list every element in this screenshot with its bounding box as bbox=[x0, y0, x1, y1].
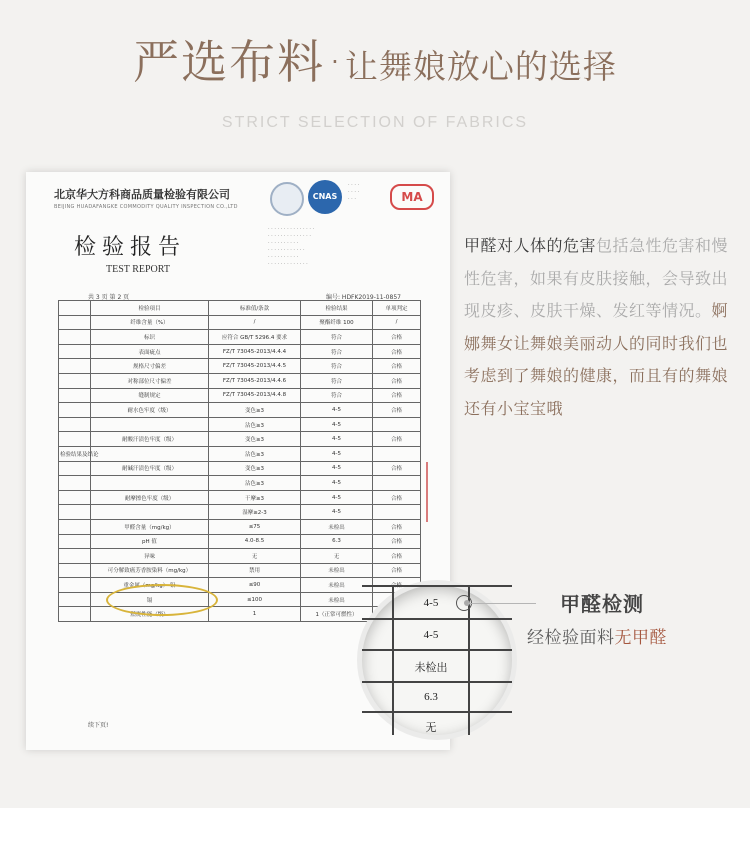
table-cell: pH 值 bbox=[91, 534, 209, 549]
table-cell bbox=[59, 461, 91, 476]
callout-sub-prefix: 经检验面料 bbox=[527, 628, 615, 648]
table-cell bbox=[59, 519, 91, 534]
title-main: 严选布料 bbox=[133, 35, 326, 89]
table-cell bbox=[59, 432, 91, 447]
table-cell: 合格 bbox=[373, 344, 421, 359]
cma-logo-icon: MA bbox=[390, 184, 434, 210]
table-cell: 沾色≥3 bbox=[209, 417, 301, 432]
report-number: 编号: HDFK2019-11-0857 bbox=[326, 294, 401, 301]
table-cell: 符合 bbox=[301, 344, 373, 359]
table-cell: 未检出 bbox=[301, 563, 373, 578]
title-sub: 让舞娘放心的选择 bbox=[344, 47, 617, 86]
table-cell: 检验结果及结论 bbox=[59, 446, 91, 461]
table-cell: 4-5 bbox=[301, 432, 373, 447]
table-cell bbox=[59, 578, 91, 593]
table-cell bbox=[373, 505, 421, 520]
mag-grid-line bbox=[362, 585, 512, 587]
desc-part2: 包括急性危害和慢性危害，如果有皮肤接触，会导致出现皮疹、皮肤干燥、发红等情况。 bbox=[464, 236, 729, 320]
table-cell: 合格 bbox=[373, 388, 421, 403]
table-cell bbox=[59, 359, 91, 374]
table-row bbox=[59, 549, 421, 564]
table-row bbox=[59, 315, 421, 330]
table-cell bbox=[59, 505, 91, 520]
table-cell: 变色≥3 bbox=[209, 461, 301, 476]
table-cell: 干摩≥3 bbox=[209, 490, 301, 505]
table-cell: 1（正常可燃性） bbox=[301, 607, 373, 622]
table-row bbox=[59, 505, 421, 520]
table-cell: 1 bbox=[209, 607, 301, 622]
table-cell: 镉 bbox=[91, 592, 209, 607]
table-cell: 耐碱汗渍色牢度（级） bbox=[91, 461, 209, 476]
mag-cell: 无 bbox=[425, 722, 437, 734]
mag-cell: 未检出 bbox=[414, 662, 448, 674]
table-cell: 耐水色牢度（级） bbox=[91, 403, 209, 418]
mag-grid-line bbox=[362, 618, 512, 620]
table-cell bbox=[59, 417, 91, 432]
table-row bbox=[59, 490, 421, 505]
table-cell bbox=[59, 330, 91, 345]
table-cell bbox=[91, 417, 209, 432]
table-cell: 缝制规定 bbox=[91, 388, 209, 403]
table-cell bbox=[59, 403, 91, 418]
desc-part3: 婀娜舞女让舞娘美丽动人的同时我们也考虑到了舞娘的健康，而且有的舞娘还有小宝宝哦 bbox=[464, 301, 729, 418]
table-cell: 合格 bbox=[373, 461, 421, 476]
desc-part1: 甲醛对人体的危害 bbox=[464, 236, 597, 255]
table-cell bbox=[373, 446, 421, 461]
table-cell: 异味 bbox=[91, 549, 209, 564]
table-cell: 变色≥3 bbox=[209, 432, 301, 447]
formaldehyde-highlight-oval bbox=[106, 584, 218, 616]
description-text bbox=[464, 230, 736, 425]
table-cell bbox=[59, 315, 91, 330]
table-cell bbox=[59, 490, 91, 505]
table-cell bbox=[373, 476, 421, 491]
table-header-row bbox=[59, 301, 421, 316]
table-cell: 6.3 bbox=[301, 534, 373, 549]
table-cell: 禁用 bbox=[209, 563, 301, 578]
cnas-logo-icon: CNAS bbox=[308, 180, 342, 214]
table-cell bbox=[59, 592, 91, 607]
table-row bbox=[59, 476, 421, 491]
mag-grid-line bbox=[362, 649, 512, 651]
table-cell: 4-5 bbox=[301, 461, 373, 476]
table-row bbox=[59, 373, 421, 388]
callout-sub-accent: 无甲醛 bbox=[614, 628, 667, 648]
table-cell: 4-5 bbox=[301, 403, 373, 418]
table-cell: 变色≥3 bbox=[209, 403, 301, 418]
table-row bbox=[59, 344, 421, 359]
table-cell: 4.0-8.5 bbox=[209, 534, 301, 549]
page-title bbox=[0, 26, 750, 92]
table-cell: ≤90 bbox=[209, 578, 301, 593]
mag-cell: 4-5 bbox=[423, 629, 439, 641]
table-row bbox=[59, 359, 421, 374]
table-cell: 符合 bbox=[301, 330, 373, 345]
table-cell: 4-5 bbox=[301, 476, 373, 491]
table-cell: 纤维含量（%） bbox=[91, 315, 209, 330]
mag-grid-line bbox=[362, 711, 512, 713]
page-info: 共 3 页 第 2 页 bbox=[88, 294, 130, 301]
table-cell: 未检出 bbox=[301, 519, 373, 534]
table-cell: 合格 bbox=[373, 432, 421, 447]
table-cell bbox=[59, 563, 91, 578]
ilac-logo-icon bbox=[270, 182, 304, 216]
table-cell: 合格 bbox=[373, 403, 421, 418]
table-cell: 符合 bbox=[301, 359, 373, 374]
table-cell bbox=[59, 373, 91, 388]
table-row bbox=[59, 446, 421, 461]
table-row bbox=[59, 330, 421, 345]
table-cell bbox=[59, 549, 91, 564]
table-cell: / bbox=[373, 315, 421, 330]
table-cell bbox=[59, 388, 91, 403]
table-header-cell bbox=[59, 301, 91, 316]
table-cell: 甲醛含量（mg/kg） bbox=[91, 519, 209, 534]
table-cell: 表面疵点 bbox=[91, 344, 209, 359]
table-cell: 合格 bbox=[373, 490, 421, 505]
report-title: 检验报告 bbox=[74, 235, 187, 260]
table-cell: 规格尺寸偏差 bbox=[91, 359, 209, 374]
table-cell: 符合 bbox=[301, 388, 373, 403]
table-row bbox=[59, 432, 421, 447]
table-cell: 湿摩≥2-3 bbox=[209, 505, 301, 520]
table-cell: 对称部位尺寸偏差 bbox=[91, 373, 209, 388]
table-cell: 合格 bbox=[373, 563, 421, 578]
table-cell bbox=[59, 344, 91, 359]
table-cell: 沾色≥3 bbox=[209, 476, 301, 491]
pointer-line bbox=[468, 603, 536, 604]
table-header-cell: 检验项目 bbox=[91, 301, 209, 316]
mag-cell: 4-5 bbox=[423, 597, 439, 609]
table-cell: 合格 bbox=[373, 549, 421, 564]
table-cell: 无 bbox=[301, 549, 373, 564]
table-cell: 燃烧性能（级） bbox=[91, 607, 209, 622]
table-cell: 合格 bbox=[373, 534, 421, 549]
callout-subtitle bbox=[527, 623, 667, 648]
table-cell: / bbox=[209, 315, 301, 330]
table-row bbox=[59, 461, 421, 476]
table-cell: 合格 bbox=[373, 359, 421, 374]
red-seal-mark bbox=[426, 462, 448, 522]
table-cell bbox=[91, 476, 209, 491]
table-cell: 未检出 bbox=[301, 592, 373, 607]
table-cell: 聚酯纤维 100 bbox=[301, 315, 373, 330]
table-cell bbox=[59, 534, 91, 549]
accreditation-text: · · · · · · · · · · · bbox=[348, 182, 360, 202]
table-row bbox=[59, 534, 421, 549]
table-cell bbox=[91, 446, 209, 461]
report-title-en: TEST REPORT bbox=[106, 264, 170, 275]
table-cell: 无 bbox=[209, 549, 301, 564]
table-row bbox=[59, 403, 421, 418]
org-address-block: · · · · · · · · · · · · · · · · · · · · · · · · · · · · · · · · · · · · · · · · · · · · · · · · · · · · · · · · · · · · · · · · · · · · · · · · · · bbox=[268, 226, 315, 267]
table-cell: FZ/T 73045-2013/4.4.4 bbox=[209, 344, 301, 359]
org-name: 北京华大方科商品质量检验有限公司 bbox=[54, 188, 230, 201]
table-cell: 标识 bbox=[91, 330, 209, 345]
table-header-cell: 检验结果 bbox=[301, 301, 373, 316]
org-name-en: BEIJING HUADAFANGKE COMMODITY QUALITY INSPECTION CO.,LTD bbox=[54, 204, 238, 210]
table-cell: FZ/T 73045-2013/4.4.6 bbox=[209, 373, 301, 388]
table-cell bbox=[91, 505, 209, 520]
table-cell: 应符合 GB/T 5296.4 要求 bbox=[209, 330, 301, 345]
table-header-cell: 标准值/条款 bbox=[209, 301, 301, 316]
continue-note: 续下页! bbox=[88, 722, 109, 729]
table-row bbox=[59, 388, 421, 403]
table-cell bbox=[59, 476, 91, 491]
table-row bbox=[59, 563, 421, 578]
table-header-cell: 单项判定 bbox=[373, 301, 421, 316]
table-cell: 沾色≥3 bbox=[209, 446, 301, 461]
table-cell: 可分解致癌芳香胺染料（mg/kg） bbox=[91, 563, 209, 578]
table-cell: 合格 bbox=[373, 373, 421, 388]
table-cell: 未检出 bbox=[301, 578, 373, 593]
table-cell: 符合 bbox=[301, 373, 373, 388]
callout-title: 甲醛检测 bbox=[560, 592, 644, 616]
table-cell: 4-5 bbox=[301, 505, 373, 520]
table-cell bbox=[373, 417, 421, 432]
table-cell: ≤75 bbox=[209, 519, 301, 534]
table-cell: 合格 bbox=[373, 330, 421, 345]
mag-grid-line bbox=[362, 681, 512, 683]
table-cell: 4-5 bbox=[301, 490, 373, 505]
page-subtitle: STRICT SELECTION OF FABRICS bbox=[221, 114, 529, 131]
table-cell: 合格 bbox=[373, 519, 421, 534]
table-cell: 重金属（mg/kg） 铅 bbox=[91, 578, 209, 593]
table-cell: FZ/T 73045-2013/4.4.8 bbox=[209, 388, 301, 403]
mag-cell: 6.3 bbox=[424, 691, 438, 703]
magnifier-lens bbox=[362, 585, 512, 735]
table-cell: ≤100 bbox=[209, 592, 301, 607]
table-cell: 耐摩擦色牢度（级） bbox=[91, 490, 209, 505]
bottom-strip bbox=[0, 808, 750, 844]
title-separator: · bbox=[331, 48, 339, 76]
table-row bbox=[59, 519, 421, 534]
table-row bbox=[59, 417, 421, 432]
table-cell: 耐酸汗渍色牢度（级） bbox=[91, 432, 209, 447]
table-cell bbox=[59, 607, 91, 622]
table-cell: FZ/T 73045-2013/4.4.5 bbox=[209, 359, 301, 374]
table-cell: 4-5 bbox=[301, 446, 373, 461]
report-table bbox=[58, 300, 421, 622]
table-cell: 4-5 bbox=[301, 417, 373, 432]
